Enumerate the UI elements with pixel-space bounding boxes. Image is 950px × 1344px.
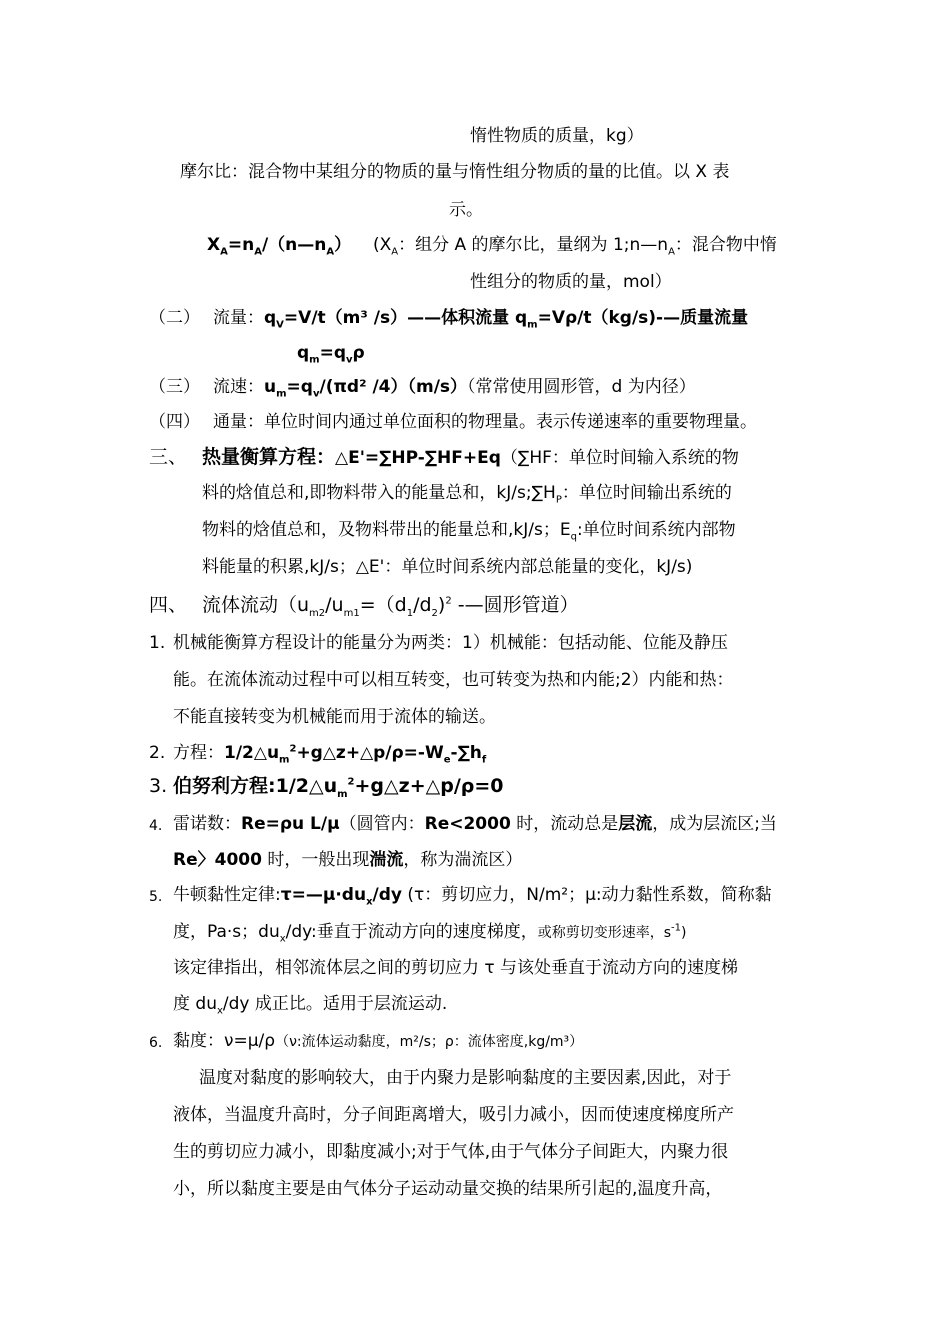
list-number: 1. [149, 633, 166, 653]
section-heading-number: 三、 [149, 446, 188, 468]
section-heading-number: 四、 [149, 594, 188, 616]
list-number: 3. [149, 775, 168, 797]
text-line: ($X_A$：组分 A 的摩尔比，量纲为 $1;n—n_A$：混合物中惰 [373, 235, 777, 258]
list-number: 5. [149, 889, 163, 905]
text-line: 不能直接转变为机械能而用于流体的输送。 [173, 707, 496, 727]
text-line: 液体，当温度升高时，分子间距离增大，吸引力减小，因而使速度梯度所产 [173, 1105, 734, 1125]
formula-line: 流量：$q_V=V/t(m^3$ /s）——体积流量 $q_m=V\rho/t(kg/s)-—$质量流量 [213, 308, 749, 331]
text-line: 度，Pa·s；$du_x/dy$:垂直于流动方向的速度梯度，或称剪切变形速率，$s^{-1}$) [173, 922, 687, 945]
text-line: 示。 [449, 200, 483, 220]
formula-line: 流速：$u_m=q_v/(\pi d^2$ /4）（m/s）（常常使用圆形管，d 为内径） [213, 377, 696, 400]
text-line: 雷诺数：Re=ρu L/μ（圆管内：Re<2000 时，流动总是层流，成为层流区;当 [173, 814, 777, 834]
text-line: 黏度：ν=μ/ρ（ν:流体运动黏度，m²/s；ρ：流体密度,kg/m³） [173, 1031, 584, 1051]
text-line: 度 $du_x/dy$ 成正比。适用于层流运动. [173, 994, 448, 1017]
text-line: 料能量的积累,kJ/s；△E'：单位时间系统内部总能量的变化，kJ/s) [202, 557, 693, 577]
formula-line: 伯努利方程$:1/2\triangle u_m^2+g\triangle z+\triangle p/\rho=0$ [173, 775, 504, 800]
text-line: Re〉4000 时，一般出现湍流，称为湍流区） [173, 850, 523, 870]
formula-line: 方程：$1/2\triangle u_m^2+g\triangle z+\triangle p/\rho=-W_e-\sum h_f$ [173, 743, 487, 766]
section-heading: 热量衡算方程：△E'=∑HP-∑HF+Eq（∑HF：单位时间输入系统的物 [202, 446, 739, 468]
text-line: 该定律指出，相邻流体层之间的剪切应力 τ 与该处垂直于流动方向的速度梯 [173, 958, 739, 978]
list-number: 4. [149, 818, 163, 834]
text-line: 小，所以黏度主要是由气体分子运动动量交换的结果所引起的,温度升高， [173, 1179, 723, 1199]
text-line: 温度对黏度的影响较大，由于内聚力是影响黏度的主要因素,因此，对于 [199, 1068, 732, 1088]
formula-line: $q_m=q_v\rho$ [297, 343, 365, 366]
section-heading: 流体流动（$u_{m2}/u_{m1}=(d_1/d_2)^2$ -—圆形管道） [202, 594, 579, 619]
formula-line: 牛顿黏性定律$:\tau=—\mu\cdot du_x/dy$ (τ：剪切应力，N/m²；μ:动力黏性系数，简称黏 [173, 885, 772, 908]
text-line: 通量：单位时间内通过单位面积的物理量。表示传递速率的重要物理量。 [213, 412, 757, 432]
text-line: （四） [149, 412, 200, 432]
text-line: 摩尔比：混合物中某组分的物质的量与惰性组分物质的量的比值。以 X 表 [180, 162, 730, 182]
text-line: 料的焓值总和,即物料带入的能量总和，$kJ/s;\sum H_P$：单位时间输出系统的 [202, 483, 732, 506]
text-line: （二） [149, 308, 200, 328]
formula-line: $X_A=n_A/(n—n_A)$ [207, 235, 352, 258]
text-line: 机械能衡算方程设计的能量分为两类：1）机械能：包括动能、位能及静压 [173, 633, 728, 653]
text-line: 性组分的物质的量，mol） [470, 272, 672, 292]
text-line: 生的剪切应力减小，即黏度减小;对于气体,由于气体分子间距大，内聚力很 [173, 1142, 729, 1162]
text-line: （三） [149, 377, 200, 397]
list-number: 2. [149, 743, 166, 763]
text-line: 惰性物质的质量，kg） [470, 126, 644, 146]
list-number: 6. [149, 1035, 163, 1051]
text-line: 能。在流体流动过程中可以相互转变，也可转变为热和内能;2）内能和热： [173, 670, 734, 690]
text-line: 物料的焓值总和，及物料带出的能量总和,kJ/s；$E_q$:单位时间系统内部物 [202, 520, 736, 543]
